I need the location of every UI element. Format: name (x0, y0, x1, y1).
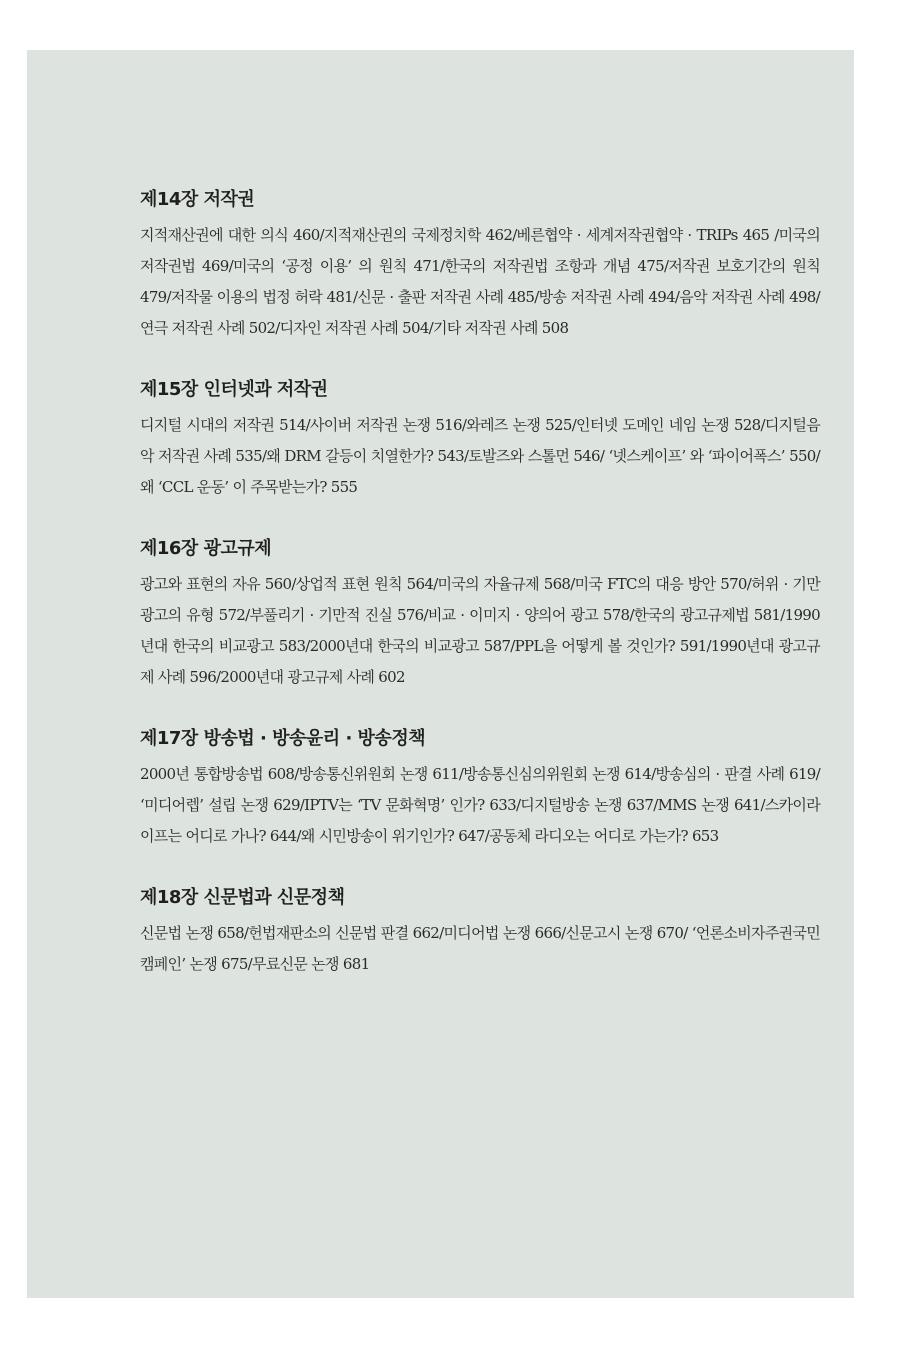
chapter-title: 제16장 광고규제 (140, 538, 272, 559)
chapter-title: 제15장 인터넷과 저작권 (140, 379, 328, 400)
chapter-entries: 신문법 논쟁 658/헌법재판소의 신문법 판결 662/미디어법 논쟁 666/신문고시 논쟁 670/ ‘언론소비자주권국민캠페인’ 논쟁 675/무료신문 논쟁 681 (140, 924, 820, 973)
chapter-entries: 광고와 표현의 자유 560/상업적 표현 원칙 564/미국의 자율규제 568/미국 FTC의 대응 방안 570/허위 · 기만 광고의 유형 572/부풀리기 · 기만적 진실 576/비교 · 이미지 · 양의어 광고 578/한국의 광고규제법 581/1990년대 한국의 비교광고 583/2000년대 한국의 비교광고 587/PPL을 어떻게 볼 것인가? 591/1990년대 광고규제 사례 596/2000년대 광고규제 사례 602 (140, 575, 820, 686)
chapter-entries: 디지털 시대의 저작권 514/사이버 저작권 논쟁 516/와레즈 논쟁 525/인터넷 도메인 네임 논쟁 528/디지털음악 저작권 사례 535/왜 DRM 갈등이 치열한가? 543/토발즈와 스톨먼 546/ ‘넷스케이프’ 와 ‘파이어폭스’ 550/왜 ‘CCL 운동’ 이 주목받는가? 555 (140, 416, 820, 496)
chapter-entries: 지적재산권에 대한 의식 460/지적재산권의 국제정치학 462/베른협약 · 세계저작권협약 · TRIPs 465 /미국의 저작권법 469/미국의 ‘공정 이용’ 의 원칙 471/한국의 저작권법 조항과 개념 475/저작권 보호기간의 원칙 479/저작물 이용의 법정 허락 481/신문 · 출판 저작권 사례 485/방송 저작권 사례 494/음악 저작권 사례 498/연극 저작권 사례 502/디자인 저작권 사례 504/기타 저작권 사례 508 (140, 226, 820, 337)
table-of-contents (140, 186, 820, 1012)
chapter-16 (140, 535, 820, 693)
chapter-17 (140, 725, 820, 852)
chapter-14 (140, 186, 820, 344)
chapter-18 (140, 884, 820, 980)
chapter-15 (140, 376, 820, 503)
chapter-title: 제14장 저작권 (140, 189, 255, 210)
chapter-entries: 2000년 통합방송법 608/방송통신위원회 논쟁 611/방송통신심의위원회 논쟁 614/방송심의 · 판결 사례 619/ ‘미디어렙’ 설립 논쟁 629/IPTV는 ‘TV 문화혁명’ 인가? 633/디지털방송 논쟁 637/MMS 논쟁 641/스카이라이프는 어디로 가나? 644/왜 시민방송이 위기인가? 647/공동체 라디오는 어디로 가는가? 653 (140, 765, 820, 845)
chapter-title: 제18장 신문법과 신문정책 (140, 887, 345, 908)
page (27, 50, 854, 1298)
chapter-title: 제17장 방송법 · 방송윤리 · 방송정책 (140, 728, 426, 749)
